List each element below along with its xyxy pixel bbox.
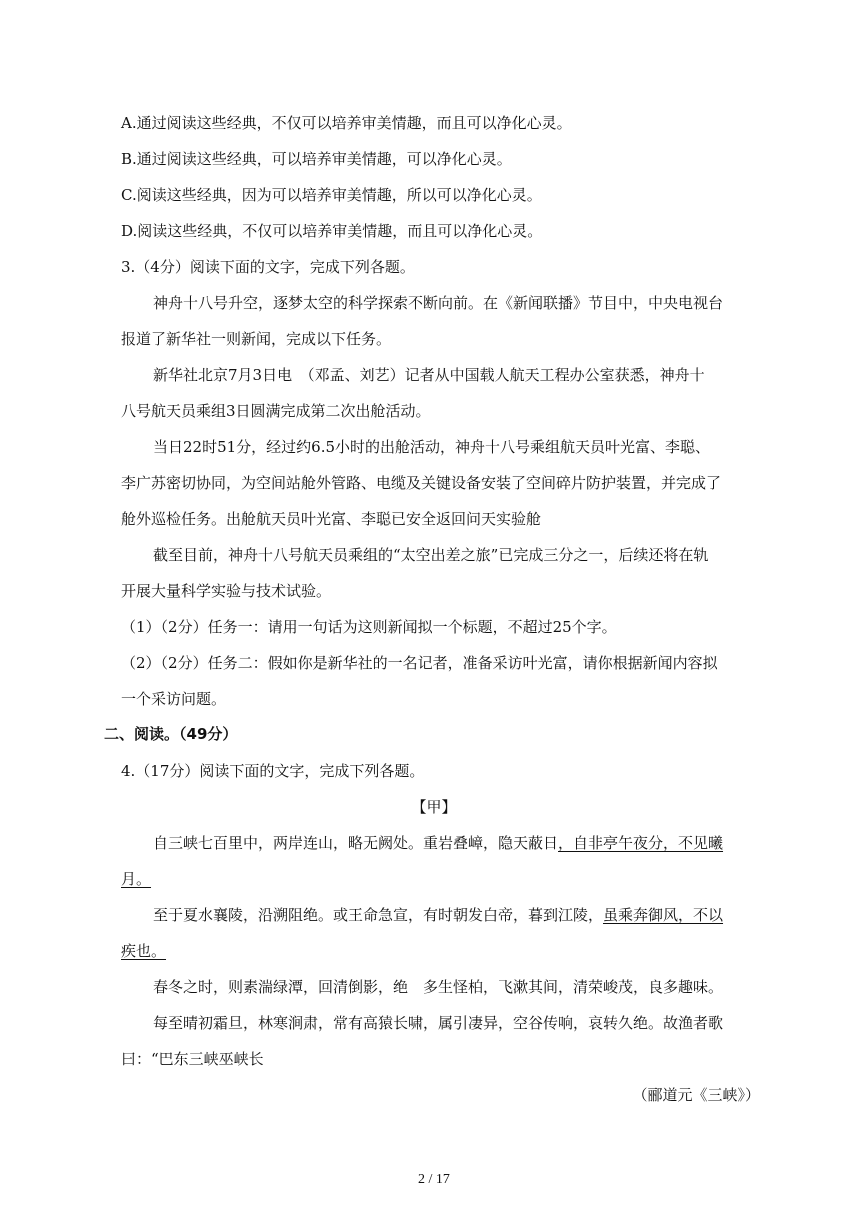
passage-sentence-4-line-2: 曰：“巴东三峡巫峡长	[121, 1050, 264, 1068]
q3-paragraph-3-line-2: 李广苏密切协同，为空间站舱外管路、电缆及关键设备安装了空间碎片防护装置，并完成了	[121, 474, 722, 492]
passage-sentence-2-line-1	[153, 905, 723, 925]
underlined-phrase-1-end: 月。	[121, 870, 152, 888]
option-b: B.通过阅读这些经典，可以培养审美情趣，可以净化心灵。	[121, 150, 512, 168]
q3-paragraph-3-line-1: 当日22时51分，经过约6.5小时的出舱活动，神舟十八号乘组航天员叶光富、李聪、	[153, 438, 711, 456]
q3-paragraph-3-line-3: 舱外巡检任务。出舱航天员叶光富、李聪已安全返回问天实验舱	[121, 510, 542, 528]
q3-task-2-line-2: 一个采访问题。	[121, 690, 227, 708]
passage-sentence-2-line-2	[121, 941, 166, 961]
q3-task-1: （1）（2分）任务一：请用一句话为这则新闻拟一个标题，不超过25个字。	[121, 618, 617, 636]
underlined-phrase-1: ，自非亭午夜分，不见曦	[558, 834, 724, 852]
section-2-heading: 二、阅读。（49分）	[104, 725, 238, 743]
page-number: 2 / 17	[418, 1172, 450, 1187]
passage-sentence-1-line-2	[121, 869, 151, 889]
q3-paragraph-1-line-2: 报道了新华社一则新闻，完成以下任务。	[121, 330, 392, 348]
q3-paragraph-2-line-2: 八号航天员乘组3日圆满完成第二次出舱活动。	[121, 402, 431, 420]
question-4-stem: 4.（17分）阅读下面的文字，完成下列各题。	[121, 762, 425, 780]
option-c: C.阅读这些经典，因为可以培养审美情趣，所以可以净化心灵。	[121, 186, 542, 204]
q3-paragraph-4-line-1: 截至目前，神舟十八号航天员乘组的“太空出差之旅”已完成三分之一，后续还将在轨	[153, 546, 709, 564]
passage-sentence-2-part-a: 至于夏水襄陵，沿溯阻绝。或王命急宣，有时朝发白帝，暮到江陵，	[153, 906, 604, 924]
passage-label-jia: 【甲】	[411, 798, 457, 816]
underlined-phrase-2-end: 疾也。	[121, 942, 167, 960]
q3-paragraph-4-line-2: 开展大量科学实验与技术试验。	[121, 582, 332, 600]
question-3-stem: 3.（4分）阅读下面的文字，完成下列各题。	[121, 258, 415, 276]
underlined-phrase-2: 虽乘奔御风，不以	[603, 906, 724, 924]
q3-paragraph-1-line-1: 神舟十八号升空，逐梦太空的科学探索不断向前。在《新闻联播》节目中，中央电视台	[153, 294, 724, 312]
passage-sentence-4-line-1: 每至晴初霜旦，林寒涧肃，常有高猿长啸，属引凄异，空谷传响，哀转久绝。故渔者歌	[153, 1014, 724, 1032]
option-a: A.通过阅读这些经典，不仅可以培养审美情趣，而且可以净化心灵。	[121, 114, 572, 132]
passage-sentence-1-part-a: 自三峡七百里中，两岸连山，略无阙处。重岩叠嶂，隐天蔽日	[153, 834, 559, 852]
passage-source: （郦道元《三峡》）	[632, 1086, 760, 1104]
q3-paragraph-2-line-1: 新华社北京7月3日电 （邓孟、刘艺）记者从中国载人航天工程办公室获悉，神舟十	[153, 366, 705, 384]
option-d: D.阅读这些经典，不仅可以培养审美情趣，而且可以净化心灵。	[121, 222, 543, 240]
passage-sentence-1-line-1	[153, 833, 723, 853]
passage-sentence-3: 春冬之时，则素湍绿潭，回清倒影，绝 多生怪柏，飞漱其间，清荣峻茂，良多趣味。	[153, 978, 724, 996]
q3-task-2-line-1: （2）（2分）任务二：假如你是新华社的一名记者，准备采访叶光富，请你根据新闻内容拟	[121, 654, 718, 672]
